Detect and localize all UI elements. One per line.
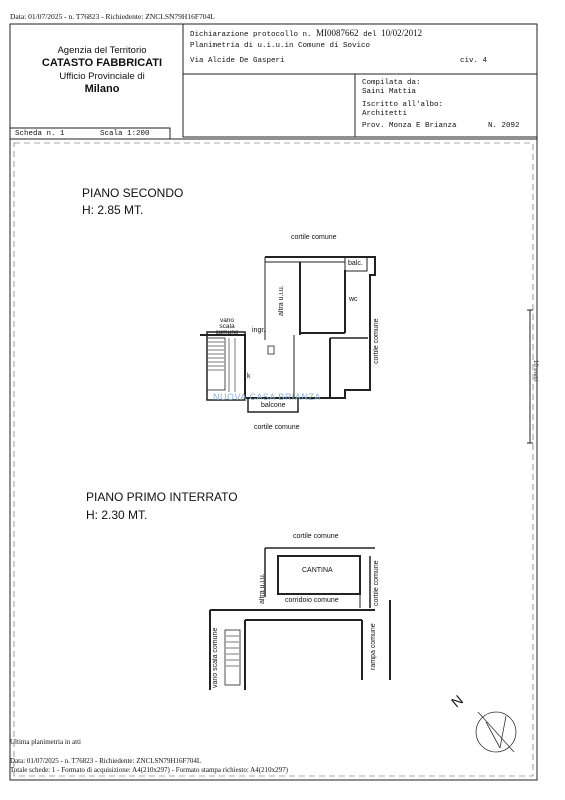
label-altra-uiu: altra u.i.u. xyxy=(278,285,285,316)
label-balcone: balcone xyxy=(261,402,286,409)
agency-line1: Agenzia del Territorio xyxy=(57,45,147,56)
scheda-number: Scheda n. 1 xyxy=(15,130,65,138)
label-rampa: rampa comune xyxy=(370,623,377,670)
label-k: k xyxy=(247,373,251,380)
north-label: N xyxy=(448,691,467,711)
compiled-label: Compilata da: xyxy=(362,79,421,87)
protocol-number: MI0087662 xyxy=(316,28,359,38)
footer-last: Ultima planimetria in atti xyxy=(10,738,81,746)
compiled-name: Saini Mattia xyxy=(362,88,417,96)
top-request-note: Data: 01/07/2025 - n. T76823 - Richiedente: ZNCLSN79H16F704L xyxy=(10,12,215,21)
agency-block xyxy=(28,44,176,96)
label-balc: balc. xyxy=(348,260,363,267)
label-cortile-bottom: cortile comune xyxy=(254,424,300,431)
floor1-plan xyxy=(210,548,390,690)
footer-line2: Totale schede: 1 - Formato di acquisizione: A4(210x297) - Formato stampa richiesto: A4(210x297) xyxy=(10,766,288,774)
agency-line3: Ufficio Provinciale di xyxy=(59,71,145,82)
declaration-date: 10/02/2012 xyxy=(381,28,423,38)
declaration-row xyxy=(190,28,422,39)
label-wc: wc xyxy=(349,296,358,303)
label-cortile-top: cortile comune xyxy=(291,234,337,241)
label-corridoio: corridoio comune xyxy=(285,597,339,604)
agency-line4: Milano xyxy=(84,83,120,95)
label-f1-vano-scala: vano scala comune xyxy=(212,627,219,688)
address: Via Alcide De Gasperi xyxy=(190,57,285,65)
watermark: NUOVA CASA BRIANZA xyxy=(213,392,321,402)
label-vano-scala: vano scala comune xyxy=(215,317,239,336)
declaration-label: Dichiarazione protocollo n. xyxy=(190,31,312,39)
agency-line2: CATASTO FABBRICATI xyxy=(41,57,163,69)
civic-number: civ. 4 xyxy=(460,57,488,65)
floor2-title: PIANO SECONDO xyxy=(82,186,184,200)
floor1-title: PIANO PRIMO INTERRATO xyxy=(86,490,238,504)
registered-label: Iscritto all'albo: xyxy=(362,101,444,109)
label-cantina: CANTINA xyxy=(302,567,333,574)
province: Prov. Monza E Brianza xyxy=(362,122,457,130)
label-cortile-right: cortile comune xyxy=(373,318,380,364)
register-number: N. 2092 xyxy=(488,122,520,130)
label-f1-altra-uiu: altra u.i.u. xyxy=(259,573,266,604)
scale-bar-label: 10 metri xyxy=(532,360,538,382)
compiled-block xyxy=(362,79,443,119)
scale-ratio: Scala 1:200 xyxy=(100,130,150,138)
planimetry-title: Planimetria di u.i.u.in Comune di Sovico xyxy=(190,42,371,50)
label-f1-cortile-right: cortile comune xyxy=(373,560,380,606)
footer-line1: Data: 01/07/2025 - n. T76823 - Richiedente: ZNCLSN79H16F704L xyxy=(10,757,202,765)
date-label: del xyxy=(363,31,377,39)
north-compass xyxy=(476,712,516,752)
floor2-height: H: 2.85 MT. xyxy=(82,203,144,217)
registered-value: Architetti xyxy=(362,110,408,118)
label-f1-cortile-top: cortile comune xyxy=(293,533,339,540)
floor1-height: H: 2.30 MT. xyxy=(86,508,148,522)
label-ingr: ingr. xyxy=(252,327,266,334)
